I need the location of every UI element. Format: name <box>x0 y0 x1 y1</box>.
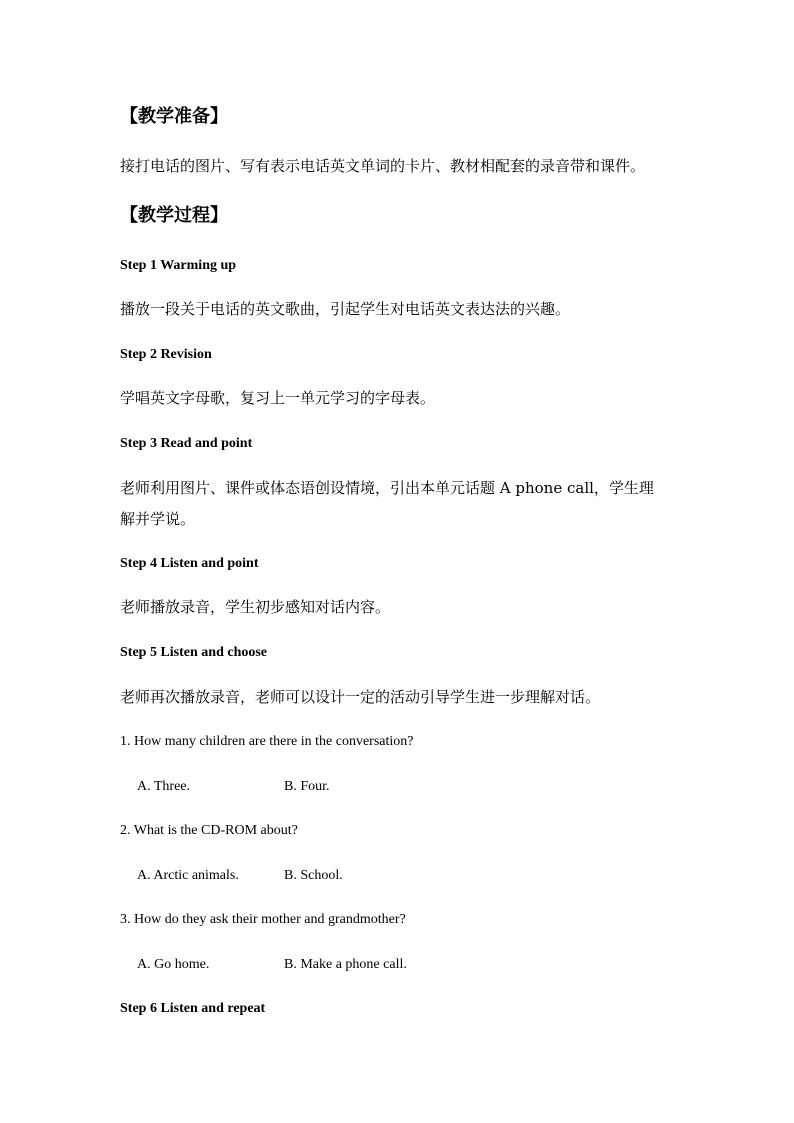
question-3: 3. How do they ask their mother and grandmother? <box>120 912 406 927</box>
question-3-option-b: B. Make a phone call. <box>284 957 407 972</box>
step-5-title: Step 5 Listen and choose <box>120 645 268 660</box>
question-2-option-a: A. Arctic animals. <box>137 868 239 883</box>
question-3-option-a: A. Go home. <box>137 957 210 972</box>
question-2-option-b: B. School. <box>284 868 343 883</box>
step-4-title: Step 4 Listen and point <box>120 556 259 571</box>
question-1-option-a: A. Three. <box>137 779 190 794</box>
step-3-text-line1: 老师利用图片、课件或体态语创设情境，引出本单元话题 A phone call，学生理 <box>120 479 654 497</box>
process-heading: 【教学过程】 <box>120 205 228 226</box>
step-1-text: 播放一段关于电话的英文歌曲，引起学生对电话英文表达法的兴趣。 <box>120 300 571 318</box>
question-1: 1. How many children are there in the conversation? <box>120 734 414 749</box>
step-2-text: 学唱英文字母歌，复习上一单元学习的字母表。 <box>120 389 436 407</box>
step-3-title: Step 3 Read and point <box>120 436 253 451</box>
step-5-text: 老师再次播放录音，老师可以设计一定的活动引导学生进一步理解对话。 <box>120 688 601 706</box>
question-2: 2. What is the CD-ROM about? <box>120 823 298 838</box>
prep-text: 接打电话的图片、写有表示电话英文单词的卡片、教材相配套的录音带和课件。 <box>120 157 646 175</box>
prep-heading: 【教学准备】 <box>120 106 228 127</box>
step-1-title: Step 1 Warming up <box>120 258 237 273</box>
step-2-title: Step 2 Revision <box>120 347 212 362</box>
step-4-text: 老师播放录音，学生初步感知对话内容。 <box>120 598 391 616</box>
question-1-option-b: B. Four. <box>284 779 330 794</box>
step-3-text-line2: 解并学说。 <box>120 510 196 528</box>
step-6-title: Step 6 Listen and repeat <box>120 1001 266 1016</box>
